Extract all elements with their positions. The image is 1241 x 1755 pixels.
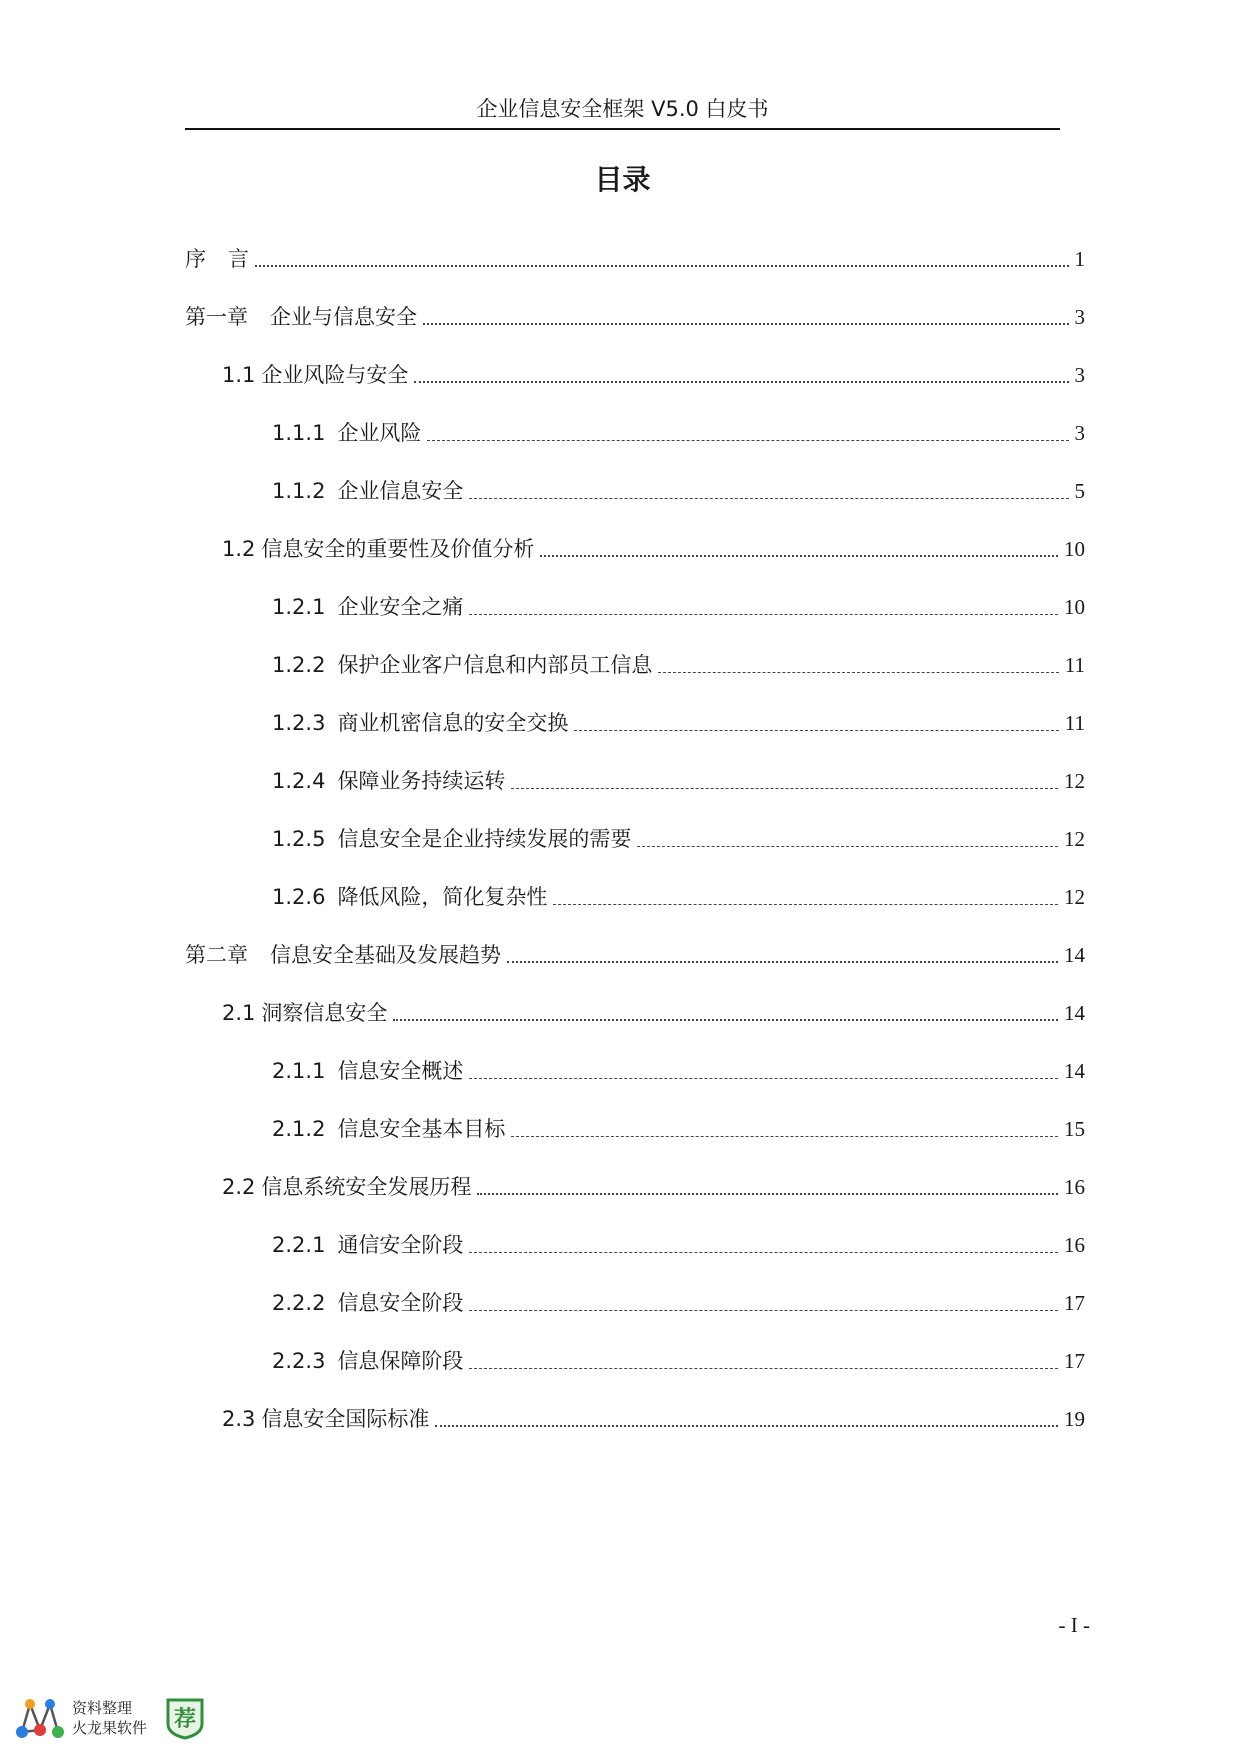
toc-entry[interactable] xyxy=(185,298,1085,332)
toc-entry-page: 19 xyxy=(1064,1407,1085,1431)
toc-entry[interactable] xyxy=(222,1400,1085,1434)
toc-entry-number: 1.2.3 xyxy=(272,711,326,735)
toc-entry-label: 信息安全阶段 xyxy=(337,1291,464,1315)
toc-entry-number: 2.2.3 xyxy=(272,1349,326,1373)
toc-entry-number: 1.1.1 xyxy=(272,421,326,445)
toc-entry-page: 12 xyxy=(1064,885,1085,909)
toc-leader xyxy=(423,323,1069,325)
toc-entry-page: 16 xyxy=(1064,1233,1085,1257)
toc-entry-page: 3 xyxy=(1074,421,1085,445)
toc-entry-label: 信息保障阶段 xyxy=(337,1349,464,1373)
toc-leader xyxy=(469,1368,1058,1369)
toc-leader xyxy=(507,961,1058,963)
toc-leader xyxy=(574,730,1058,731)
toc-entry-number: 2.1.1 xyxy=(272,1059,326,1083)
toc-entry-number: 1.2.2 xyxy=(272,653,326,677)
toc-leader xyxy=(637,846,1058,847)
toc-leader xyxy=(553,904,1058,905)
running-header: 企业信息安全框架 V5.0 白皮书 xyxy=(476,97,769,121)
toc-entry[interactable] xyxy=(272,1226,1085,1260)
toc-entry-number: 第一章 xyxy=(185,305,248,329)
toc-entry-label: 信息安全是企业持续发展的需要 xyxy=(337,827,632,851)
toc-entry-number: 序 xyxy=(185,247,206,271)
toc-leader xyxy=(393,1019,1058,1021)
toc-entry-number: 2.2 xyxy=(222,1175,256,1199)
toc-entry[interactable] xyxy=(222,530,1085,564)
toc-entry[interactable] xyxy=(222,356,1085,390)
toc-entry[interactable] xyxy=(272,704,1085,738)
toc-entry[interactable] xyxy=(272,1052,1085,1086)
toc-leader xyxy=(477,1193,1058,1195)
toc-entry-label: 企业风险与安全 xyxy=(261,363,409,387)
toc-entry-page: 14 xyxy=(1064,943,1085,967)
toc-entry[interactable] xyxy=(272,414,1085,448)
toc-entry-number: 1.1 xyxy=(222,363,256,387)
toc-leader xyxy=(469,1078,1058,1079)
toc-leader xyxy=(255,265,1069,267)
toc-leader xyxy=(511,788,1058,789)
toc-entry-label: 保障业务持续运转 xyxy=(337,769,506,793)
toc-entry[interactable] xyxy=(185,936,1085,970)
toc-entry-page: 12 xyxy=(1064,827,1085,851)
toc-entry[interactable] xyxy=(222,1168,1085,1202)
toc-entry-number: 第二章 xyxy=(185,943,248,967)
toc-leader xyxy=(540,555,1058,557)
toc-leader xyxy=(414,381,1068,383)
toc-entry[interactable] xyxy=(272,762,1085,796)
toc-entry-label: 信息安全国际标准 xyxy=(261,1407,430,1431)
toc-entry[interactable] xyxy=(272,588,1085,622)
toc-entry-label: 信息安全基础及发展趋势 xyxy=(270,943,501,967)
network-logo-icon xyxy=(12,1692,68,1744)
toc-entry-number: 2.1.2 xyxy=(272,1117,326,1141)
toc-entry-label: 信息安全基本目标 xyxy=(337,1117,506,1141)
toc-entry[interactable] xyxy=(272,820,1085,854)
toc-leader xyxy=(427,440,1068,441)
toc-entry-page: 11 xyxy=(1064,653,1085,677)
toc-entry-page: 11 xyxy=(1064,711,1085,735)
toc-entry-label: 商业机密信息的安全交换 xyxy=(337,711,569,735)
toc-entry-label: 通信安全阶段 xyxy=(337,1233,464,1257)
toc-entry-page: 14 xyxy=(1064,1059,1085,1083)
toc-entry-label: 企业风险 xyxy=(337,421,422,445)
badge-char: 荐 xyxy=(173,1707,197,1732)
toc-entry[interactable] xyxy=(272,1110,1085,1144)
toc-entry[interactable] xyxy=(272,646,1085,680)
watermark-line-1: 资料整理 xyxy=(72,1699,133,1717)
toc-entry-label: 信息安全概述 xyxy=(337,1059,464,1083)
toc-entry-number: 2.3 xyxy=(222,1407,256,1431)
toc-entry[interactable] xyxy=(272,1284,1085,1318)
toc-entry-label: 企业与信息安全 xyxy=(270,305,417,329)
toc-entry-label: 言 xyxy=(228,247,249,271)
toc-leader xyxy=(469,1252,1058,1253)
toc-entry-page: 3 xyxy=(1074,363,1085,387)
toc-entry-label: 洞察信息安全 xyxy=(261,1001,388,1025)
toc-entry-number: 2.2.2 xyxy=(272,1291,326,1315)
page-number: - I - xyxy=(1058,1613,1090,1637)
toc-entry-page: 17 xyxy=(1064,1291,1085,1315)
toc-entry-label: 企业安全之痛 xyxy=(337,595,464,619)
recommend-badge-icon xyxy=(162,1694,208,1740)
toc-entry-page: 17 xyxy=(1064,1349,1085,1373)
toc-entry[interactable] xyxy=(222,994,1085,1028)
toc-entry-number: 1.2.1 xyxy=(272,595,326,619)
toc-leader xyxy=(658,672,1058,673)
toc-entry-label: 信息安全的重要性及价值分析 xyxy=(261,537,535,561)
toc-entry[interactable] xyxy=(272,472,1085,506)
toc-entry-page: 10 xyxy=(1064,537,1085,561)
toc-entry-label: 降低风险，简化复杂性 xyxy=(337,885,548,909)
toc-entry-label: 信息系统安全发展历程 xyxy=(261,1175,472,1199)
toc-leader xyxy=(511,1136,1058,1137)
toc-leader xyxy=(469,614,1058,615)
toc-entry-page: 10 xyxy=(1064,595,1085,619)
toc-entry[interactable] xyxy=(272,878,1085,912)
toc-title: 目录 xyxy=(594,163,651,196)
toc-entry-page: 12 xyxy=(1064,769,1085,793)
toc-entry-label: 保护企业客户信息和内部员工信息 xyxy=(337,653,653,677)
toc-leader xyxy=(435,1425,1058,1427)
toc-entry[interactable] xyxy=(272,1342,1085,1376)
toc-entry-page: 15 xyxy=(1064,1117,1085,1141)
toc-leader xyxy=(469,498,1068,499)
toc-entry[interactable] xyxy=(185,240,1085,274)
toc-entry-page: 14 xyxy=(1064,1001,1085,1025)
toc-entry-page: 16 xyxy=(1064,1175,1085,1199)
toc-entry-label: 企业信息安全 xyxy=(337,479,464,503)
toc-entry-page: 1 xyxy=(1074,247,1085,271)
watermark-line-2: 火龙果软件 xyxy=(72,1719,148,1737)
toc-entry-page: 3 xyxy=(1074,305,1085,329)
toc-entry-number: 2.2.1 xyxy=(272,1233,326,1257)
toc-leader xyxy=(469,1310,1058,1311)
toc-entry-number: 1.1.2 xyxy=(272,479,326,503)
toc-entry-number: 1.2 xyxy=(222,537,256,561)
toc-entry-number: 2.1 xyxy=(222,1001,256,1025)
toc-entry-page: 5 xyxy=(1074,479,1085,503)
toc-entry-number: 1.2.4 xyxy=(272,769,326,793)
toc-entry-number: 1.2.6 xyxy=(272,885,326,909)
toc-entry-number: 1.2.5 xyxy=(272,827,326,851)
watermark-logo xyxy=(12,1690,212,1748)
header-rule xyxy=(185,128,1060,130)
